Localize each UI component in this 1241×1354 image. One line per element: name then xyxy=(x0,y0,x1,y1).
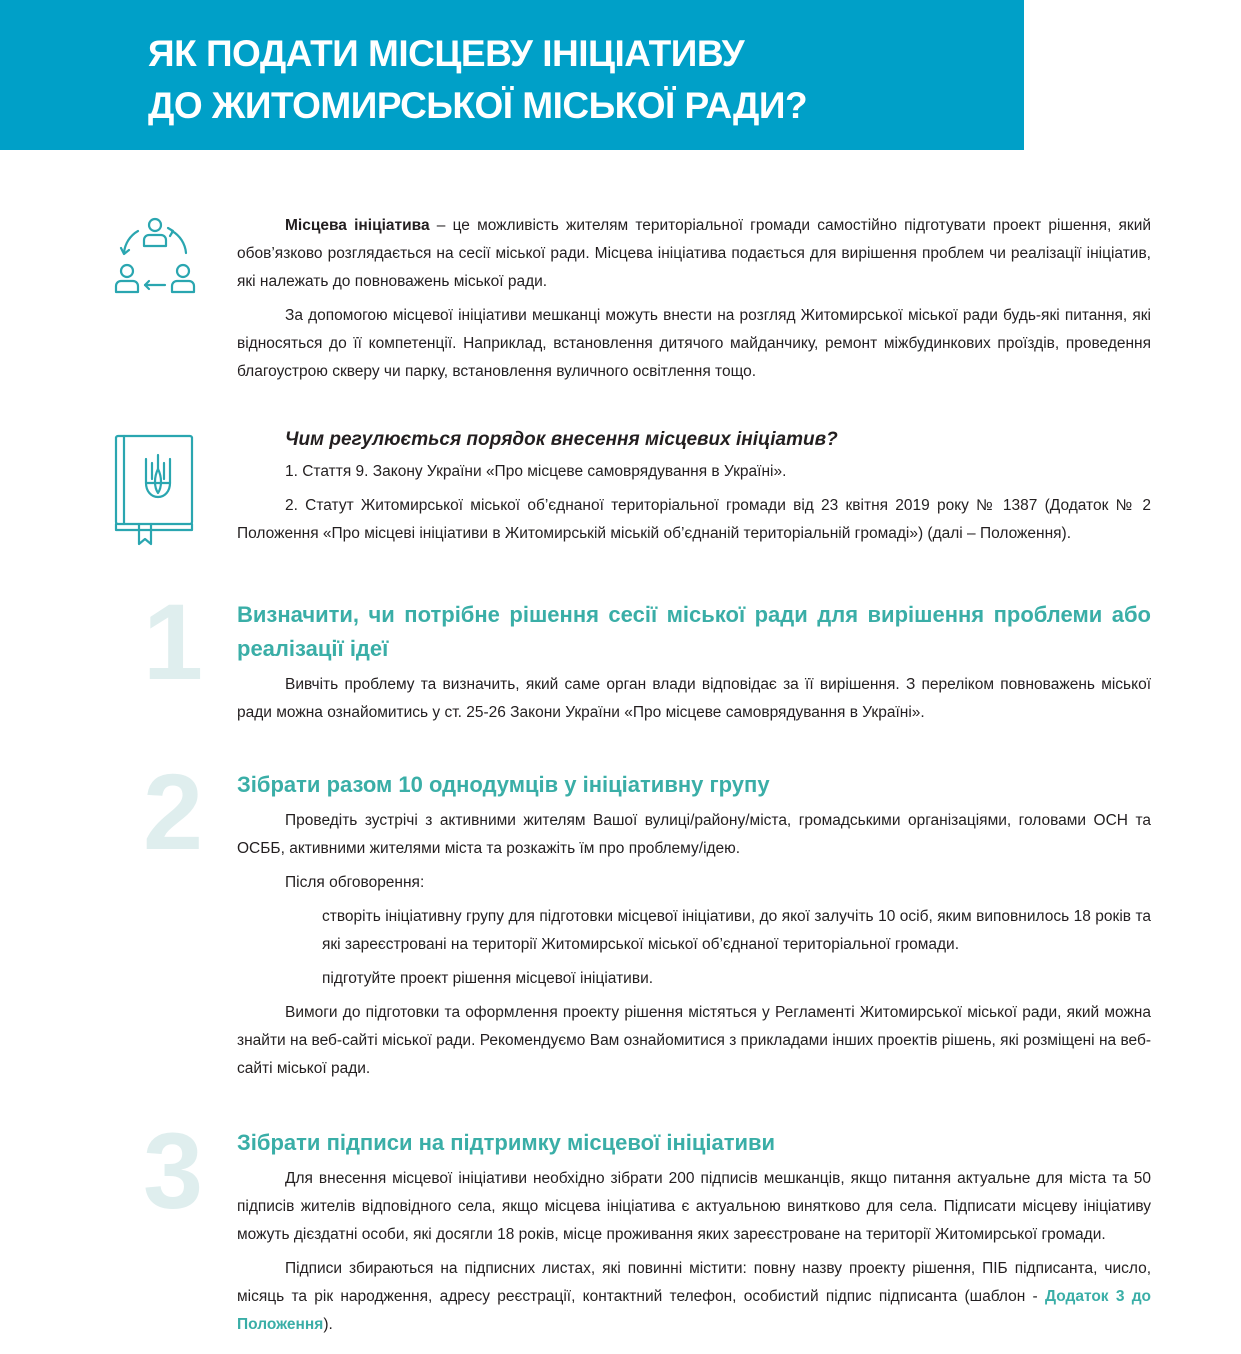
step-1-number: 1 xyxy=(142,581,204,702)
regulation-section xyxy=(237,425,1151,548)
header-banner xyxy=(0,0,1024,150)
step-2-paragraph-3: Вимоги до підготовки та оформлення проекту рішення містяться у Регламенті Житомирської міської ради, який можна знайти на веб-сайті міської ради. Рекомендуємо Вам ознайомитися з прикладами інших проектів рішень, які розміщені на веб-сайті міської ради. xyxy=(237,1004,1151,1077)
intro-paragraph-1 xyxy=(237,212,1151,296)
step-3-paragraph-1: Для внесення місцевої ініціативи необхідно зібрати 200 підписів мешканців, якщо питання актуальне для міста та 50 підписів жителів відповідного села, якщо місцева ініціатива є актуальною винятково для села. Підписати місцеву ініціативу можуть дієздатні особи, які досягли 18 років, місце проживання яких зареєстроване на території Житомирської громади. xyxy=(237,1170,1151,1243)
step-3-paragraph-2-end: ). xyxy=(323,1316,333,1333)
step-2-paragraph-2: Після обговорення: xyxy=(285,874,425,891)
step-2-paragraph-1: Проведіть зустрічі з активними жителям Вашої вулиці/району/міста, громадськими організаціями, головами ОСН та ОСББ, активними жителями міста та розкажіть їм про проблему/ідею. xyxy=(237,812,1151,857)
step-3-title: Зібрати підписи на підтримку місцевої ініціативи xyxy=(237,1130,776,1155)
intro-paragraph-1-text: – це можливість жителям територіальної громади самостійно підготувати проект рішення, який обов’язково розглядається на сесії міської ради. Місцева ініціатива подається для вирішення проблем чи реалізації ініціатив, які належать до повноважень міської ради. xyxy=(237,217,1152,290)
step-2-title: Зібрати разом 10 однодумців у ініціативну групу xyxy=(237,772,770,797)
intro-paragraph-2: За допомогою місцевої ініціативи мешканці можуть внести на розгляд Житомирської міської ради будь-які питання, які відносяться до її компетенції. Наприклад, встановлення дитячого майданчику, ремонт міжбудинкових проїздів, проведення благоустрою скверу чи парку, встановлення вуличного освітлення тощо. xyxy=(237,307,1151,380)
step-1-title: Визначити, чи потрібне рішення сесії міської ради для вирішення проблеми або реалізації ідеї xyxy=(237,602,1151,661)
intro-term: Місцева ініціатива xyxy=(285,217,430,234)
page-title-line1: ЯК ПОДАТИ МІСЦЕВУ ІНІЦІАТИВУ xyxy=(148,33,745,74)
step-3-paragraph-2-text: Підписи збираються на підписних листах, які повинні містити: повну назву проекту рішення, ПІБ підписанта, число, місяць та рік народження, адресу реєстрації, контактний телефон, особистий підпис підписанта (шаблон - xyxy=(237,1260,1151,1305)
step-3-paragraph-2 xyxy=(237,1255,1151,1339)
regulation-question: Чим регулюється порядок внесення місцевих ініціатив? xyxy=(285,429,838,450)
step-3-number: 3 xyxy=(142,1110,204,1231)
people-cycle-icon xyxy=(110,213,200,303)
page-title xyxy=(148,28,807,132)
step-1-paragraph-1: Вивчіть проблему та визначить, який саме орган влади відповідає за її вирішення. З переліком повноважень міської ради можна ознайомитись у ст. 25-26 Закони України «Про місцеве самоврядування в Україні». xyxy=(237,676,1151,721)
regulation-item-1: 1. Стаття 9. Закону України «Про місцеве самоврядування в Україні». xyxy=(285,463,787,480)
law-book-trident-icon xyxy=(112,433,197,548)
appendix-3-link[interactable]: Додаток 3 до Положення xyxy=(237,1288,1152,1333)
step-2-section xyxy=(237,768,1151,1083)
step-2-bullet-2: підготуйте проект рішення місцевої ініціативи. xyxy=(322,970,654,987)
step-2-bullet-1: створіть ініціативну групу для підготовки місцевої ініціативи, до якої залучіть 10 осіб, яким виповнилось 18 років та які зареєстровані на території Житомирської міської об’єднаної територіальної громади. xyxy=(322,908,1151,953)
step-3-section xyxy=(237,1126,1151,1339)
step-2-number: 2 xyxy=(142,751,204,872)
step-1-section xyxy=(237,598,1151,727)
page-title-line2: ДО ЖИТОМИРСЬКОЇ МІСЬКОЇ РАДИ? xyxy=(148,85,808,126)
regulation-item-2: 2. Статут Житомирської міської об’єднаної територіальної громади від 23 квітня 2019 року № 1387 (Додаток № 2 Положення «Про місцеві ініціативи в Житомирській міській об’єднаній територіальній громаді») (далі – Положення). xyxy=(237,497,1151,542)
intro-section xyxy=(237,212,1151,386)
